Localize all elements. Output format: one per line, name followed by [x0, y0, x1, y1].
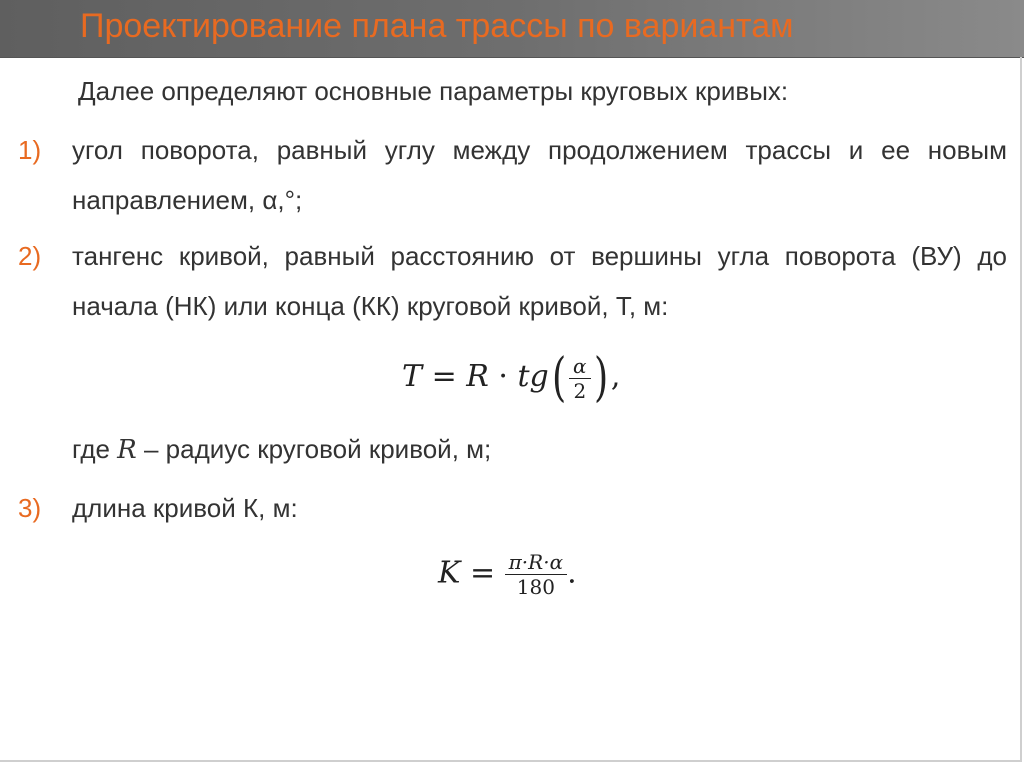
- where-prefix: где: [72, 434, 118, 464]
- where-suffix: – радиус круговой кривой, м;: [136, 434, 492, 464]
- formula-t-fn: tg: [517, 359, 549, 394]
- formula-k-numerator: π·R·α: [508, 550, 564, 574]
- intro-text: Далее определяют основные параметры круговых кривых:: [78, 76, 789, 106]
- formula-k-lhs: K: [438, 555, 461, 591]
- formula-t-denominator: 2: [569, 378, 591, 403]
- formula-k-denominator: 180: [505, 574, 567, 599]
- item-text-3: длина кривой К, м:: [72, 493, 298, 523]
- item-number-3: 3): [18, 493, 42, 523]
- formula-t-trail: ,: [610, 359, 621, 394]
- formula-k-eq: =: [469, 555, 496, 591]
- formula-t-close-paren: ): [593, 348, 608, 408]
- slide-title: Проектирование плана трассы по вариантам: [80, 7, 794, 45]
- where-symbol: R: [117, 435, 137, 465]
- item-text-2: тангенс кривой, равный расстоянию от вершины угла поворота (ВУ) до начала (НК) или конца (КК) круговой кривой, Т, м:: [72, 241, 1007, 321]
- formula-t-dot: ·: [498, 359, 508, 394]
- formula-t-open-paren: (: [551, 348, 567, 408]
- length-formula: [438, 550, 577, 599]
- where-line: [72, 430, 491, 469]
- formula-k-fraction: [505, 550, 567, 599]
- formula-t-eq: =: [431, 359, 457, 394]
- item-number-2: 2): [18, 241, 42, 271]
- formula-t-numerator: α: [573, 353, 587, 378]
- item-number-1: 1): [18, 135, 42, 165]
- tangent-formula: [402, 348, 621, 408]
- formula-t-fraction: [569, 354, 591, 403]
- item-text-1: угол поворота, равный углу между продолжением трассы и ее новым направлением, α,°;: [72, 135, 1007, 215]
- title-bar: [0, 0, 1024, 58]
- formula-t-lhs: T: [402, 359, 423, 394]
- formula-t-r: R: [466, 359, 489, 394]
- formula-k-trail: .: [567, 555, 577, 591]
